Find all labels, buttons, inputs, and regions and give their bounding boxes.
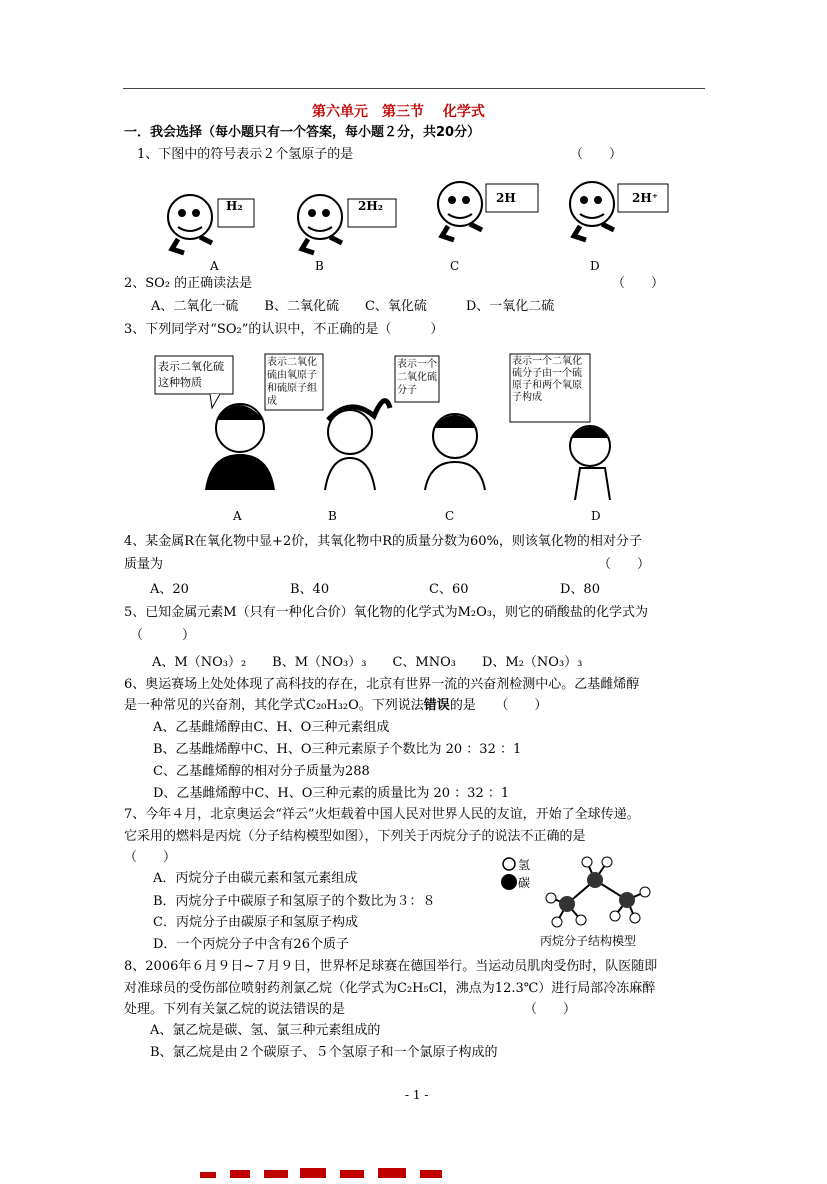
footer-watermark xyxy=(200,1158,480,1174)
q7-option-d: D．一个丙烷分子中含有26个质子 xyxy=(153,937,349,952)
q4-line1: 4、某金属R在氧化物中显+2价，其氧化物中R的质量分数为60%，则该氧化物的相对分子 xyxy=(124,534,642,549)
q3-label-d: D xyxy=(591,509,601,523)
page-number: - 1 - xyxy=(405,1088,429,1102)
q1-box-c: 2H xyxy=(496,191,516,205)
q5-line1: 5、已知金属元素M（只有一种化合价）氧化物的化学式为M₂O₃，则它的硝酸盐的化学式为 xyxy=(124,605,648,620)
legend-carbon-atom xyxy=(501,874,517,890)
q2-bracket: （ ） xyxy=(612,276,665,291)
legend-hydrogen-atom xyxy=(503,858,515,870)
q4-option-a: A、20 xyxy=(150,582,189,597)
q2-options: A、二氧化一硫 B、二氧化硫 C、氧化硫 D、一氧化二硫 xyxy=(151,299,555,314)
q3-label-a: A xyxy=(233,509,242,523)
q3-bubble-a: 表示二氧化硫这种物质 xyxy=(158,360,224,389)
q7-option-a: A．丙烷分子由碳元素和氢元素组成 xyxy=(153,871,358,886)
footer-red-glyphs xyxy=(200,1162,480,1178)
q1-box-a: H₂ xyxy=(226,199,243,213)
q8-line3: 处理。下列有关氯乙烷的说法错误的是 xyxy=(124,1002,346,1017)
q7-option-c: C．丙烷分子由碳原子和氢原子构成 xyxy=(153,915,358,930)
q6-option-b: B、乙基雌烯醇中C、H、O三种元素原子个数比为 20 ：32 ：1 xyxy=(153,742,522,757)
q1-box-b: 2H₂ xyxy=(358,199,383,213)
q6-option-c: C、乙基雌烯醇的相对分子质量为288 xyxy=(153,764,370,779)
q1-label-b: B xyxy=(315,259,324,273)
q3-stem: 3、下列同学对“SO₂”的认识中，不正确的是（ ） xyxy=(124,322,444,337)
q8-option-b: B、氯乙烷是由２个碳原子、５个氢原子和一个氯原子构成的 xyxy=(150,1045,498,1060)
q3-label-c: C xyxy=(445,509,455,523)
q1-label-d: D xyxy=(590,259,600,273)
q8-bracket: （ ） xyxy=(524,1002,577,1017)
q6-line2-emphasis: 错误 xyxy=(423,698,450,713)
q4-option-d: D、80 xyxy=(560,582,600,597)
q6-line2 xyxy=(124,697,547,715)
q5-line2: （ ） xyxy=(130,628,196,643)
q6-line1: 6、奥运赛场上处处体现了高科技的存在，北京有世界一流的兴奋剂检测中心。乙基雌烯醇 xyxy=(124,677,640,692)
q8-option-a: A、氯乙烷是碳、氢、氯三种元素组成的 xyxy=(150,1023,381,1038)
q4-option-b: B、40 xyxy=(290,582,330,597)
q4-line2: 质量为 xyxy=(124,557,164,572)
q6-line2-start: 是一种常见的兴奋剂，其化学式C₂₀H₃₂O。下列说法 xyxy=(124,698,424,713)
q7-line3: （ ） xyxy=(124,850,177,865)
q1-bracket: （ ） xyxy=(570,147,623,162)
q3-label-b: B xyxy=(328,509,337,523)
q8-line2: 对准球员的受伤部位喷射药剂氯乙烷（化学式为C₂H₅Cl，沸点为12.3℃）进行局部冷冻麻醉 xyxy=(124,981,656,996)
q7-line1: 7、今年４月，北京奥运会“祥云”火炬载着中国人民对世界人民的友谊，开始了全球传递。 xyxy=(124,807,640,822)
legend-carbon: 碳 xyxy=(518,876,531,890)
q1-label-a: A xyxy=(210,259,219,273)
page-title: 第六单元 第三节 化学式 xyxy=(312,104,485,120)
legend-hydrogen: 氢 xyxy=(518,858,531,872)
model-caption: 丙烷分子结构模型 xyxy=(540,934,637,948)
q2-stem: 2、SO₂ 的正确读法是 xyxy=(124,276,253,291)
q4-option-c: C、60 xyxy=(429,582,469,597)
header-rule xyxy=(123,88,705,89)
section-heading: 一．我会选择（每小题只有一个答案，每小题２分，共20分） xyxy=(124,125,481,140)
q1-label-c: C xyxy=(450,259,460,273)
q1-figure-c xyxy=(438,182,538,240)
q3-bubble-c: 表示一个二氧化硫分子 xyxy=(397,359,437,396)
q1-box-d: 2H⁺ xyxy=(632,191,659,205)
q1-figure xyxy=(150,172,680,262)
q5-options: A、M（NO₃）₂ B、M（NO₃）₃ C、MNO₃ D、M₂（NO₃）₃ xyxy=(152,655,583,670)
q8-line1: 8、2006年６月９日~７月９日，世界杯足球赛在德国举行。当运动员肌肉受伤时，队医随即 xyxy=(124,959,658,974)
q3-bubble-d: 表示一个二氧化硫分子由一个硫原子和两个氧原子构成 xyxy=(512,356,582,403)
q6-line2-end: 的是 （ ） xyxy=(449,698,548,713)
q6-option-d: D、乙基雌烯醇中C、H、O三种元素的质量比为 20 ：32 ：1 xyxy=(153,786,510,801)
q1-stem: 1、下图中的符号表示２个氢原子的是 xyxy=(137,147,354,162)
q4-bracket: （ ） xyxy=(598,557,651,572)
q3-bubble-b: 表示二氧化硫由氧原子和硫原子组成 xyxy=(267,357,317,407)
q7-line2: 它采用的燃料是丙烷（分子结构模型如图），下列关于丙烷分子的说法不正确的是 xyxy=(124,829,586,844)
q7-option-b: B．丙烷分子中碳原子和氢原子的个数比为３：８ xyxy=(153,894,436,909)
q6-option-a: A、乙基雌烯醇由C、H、O三种元素组成 xyxy=(153,720,390,735)
